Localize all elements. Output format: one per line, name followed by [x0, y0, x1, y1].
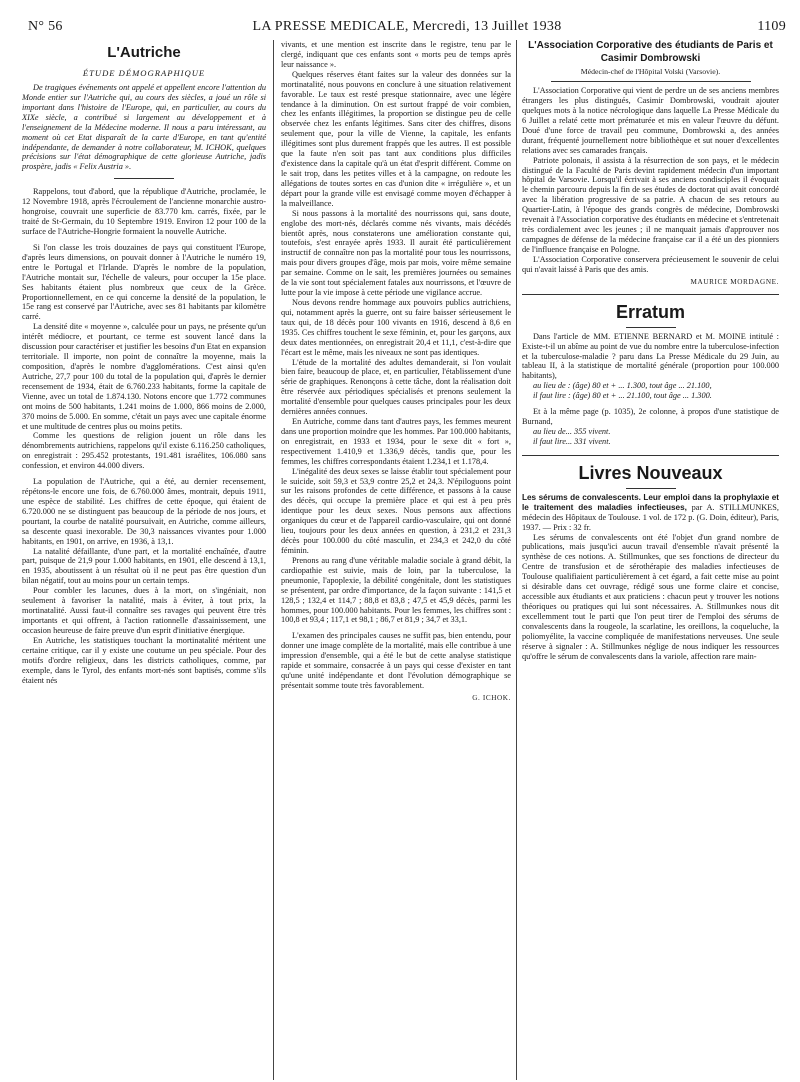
paragraph: En Autriche, les statistiques touchant la mortinatalité méritent une certaine critique, car il y existe une coutume un peu spéciale. Pour des motifs d'ordre religieux, dans les districts catholiques, comme, par exemple, dans le Tyrol, des enfants mort-nés sont baptisés, comme s'ils étaient nés [22, 635, 266, 685]
book-title: Les sérums de convalescents. Leur emploi dans la prophylaxie et le traitement des maladies infectieuses, [522, 492, 779, 512]
paragraph: Nous devons rendre hommage aux pouvoirs publics autrichiens, qui, notamment après la guerre, ont su faire baisser sérieusement le taux qui, de 18 décès pour 100 vivants en 1916, descend à 8,6 en 1935. Ces chiffres touchent le sexe féminin, et, pour les garçons, aux deux dates mentionnées, on enregistrait 20,4 et 11,1, c'est-à-dire que l'écart est le même, mais les niveaux ne sont pas identiques. [281, 297, 511, 357]
paragraph: Comme les questions de religion jouent un rôle dans les dénombrements autrichiens, rappelons qu'il existe 6.116.250 catholiques, on enregistrait : 295.452 protestants, 191.481 israélites, 106.080 sans confession, et environ 44.000 divers. [22, 431, 266, 471]
association-signature: MAURICE MORDAGNE. [690, 277, 779, 286]
page-number: N° 56 [28, 19, 63, 34]
article-subtitle: ÉTUDE DÉMOGRAPHIQUE [82, 68, 206, 78]
divider [626, 327, 676, 328]
association-title: L'Association Corporative des étudiants de Paris et Casimir Dombrowski [528, 40, 773, 64]
paragraph: L'examen des principales causes ne suffit pas, bien entendu, pour donner une image complète de la mortalité, mais elle contribue à une impression d'ensemble, qui a été le but de cette analyse statistique rapide et sommaire, consacrée à un pays qui cesse d'exister en tant qu'une unité indépendante et dont l'évolution démographique se présentait somme toute très favorablement. [281, 631, 511, 690]
paragraph: L'Association Corporative conservera précieusement le souvenir de celui qui n'avait laissé à Paris que des amis. [522, 254, 779, 274]
paragraph: L'Association Corporative qui vient de perdre un de ses anciens membres étrangers les plus distingués, Casimir Dombrowski, voudrait ajouter quelques mots à la notice nécrologique dans laquelle La Presse Médicale du 6 Juillet a relaté cette mort prématurée et mis en valeur l'œuvre du défunt. Doué d'une force de travail peu commune, Dombrowski a, des années durant, fréquenté journellement notre bibliothèque et sut nouer d'excellentes relations avec ses camarades français. [522, 86, 779, 155]
paragraph: La natalité défaillante, d'une part, et la mortalité enchaînée, d'autre part, puisque de 21,9 pour 1.000 habitants, en 1901, elle descend à 13,1, en 1935, aboutissent à un résultat où il ne peut pas être question d'un bilan négatif, tout au moins pour un certain temps. [22, 546, 266, 586]
livres-title: Livres Nouveaux [578, 462, 723, 483]
page-number-right: 1109 [757, 19, 786, 34]
erratum-line: il faut lire : (âge) 80 et + ... 21.100, tout âge ... 1.300. [533, 391, 712, 401]
column-2 [281, 40, 511, 702]
paragraph: La densité dite « moyenne », calculée pour un pays, ne présente qu'un intérêt médiocre, et pourtant, ce terme est souvent lancé dans la discussion pour caractériser et justifier les besoins d'un Etat en expansion territoriale. Il importe, non point de connaître la moyenne, mais la composition, d'après le nombre d'agglomérations. C'est ainsi qu'en Autriche, 27,7 pour 100 du total de la population qui, d'après le dernier recensement de 1934, était de 6.760.233 habitants, forme la capitale de Vienne, avec un total de 1.874.130. Notons encore que 1.772 communes ont moins de 500 habitants, 1.241 moins de 1.000, 866 moins de 2.000, 370 moins de 5.000. En somme, c'était un pays avec une capitale énorme et une multitude de centres plus ou moins petits. [22, 322, 266, 431]
column-1 [22, 40, 266, 685]
paragraph: Les sérums de convalescents ont été l'objet d'un grand nombre de publications, mais jusqu'ici aucun travail d'ensemble n'avait présenté la synthèse de ces notions. A. Stillmunkes, que ses fonctions de directeur du Centre de transfusion et de sérothérapie des maladies infectieuses de Toulouse qualifiaient particulièrement à cet égard, a fait cette mise au point si désirable dans cet ouvrage, rédigé sous une forme claire et concise, accessible aux étudiants et aux praticiens : chacun peut y trouver les notions théoriques ou pratiques qui lui sont nécessaires. A. Stillmunkes nous dit excellemment tout le parti que l'on peut tirer de l'emploi des sérums de convalescents dans la rougeole, la scarlatine, les oreillons, la coqueluche, la poliomyélite, la vaccine compliquée de manifestations nerveuses. Une seule réserve à signaler : A. Stillmunkes néglige de nous indiquer les ressources qu'offre le sérum de convalescents dans la variole, affection rare main- [522, 532, 779, 661]
paragraph: La population de l'Autriche, qui a été, au dernier recensement, répétons-le encore une fois, de 6.760.000 âmes, montrait, depuis 1911, une espèce de stabilité. Les chiffres de cette époque, qui étaient de 6.720.000 ne se distinguent pas beaucoup de la période de nos jours, et pourtant, la courbe de natalité poursuivait, en Autriche, comme ailleurs, sa descente quasi inexorable. De 30,3 naissances vivantes pour 1.000 habitants, en 1901, on arrive, en 1936, à 13,1. [22, 477, 266, 546]
paragraph: En Autriche, comme dans tant d'autres pays, les femmes meurent dans une proportion moindre que les hommes. Par 100.000 habitants, on enregistrait, en 1933 et 1934, pour le sexe dit « fort », respectivement 1.410,9 et 1.336,9 décès, tandis que, pour les femmes, les chiffres correspondants étaient 1.234,1 et 1.178,4. [281, 417, 511, 466]
article-title: L'Autriche [107, 44, 181, 61]
paragraph: Pour combler les lacunes, dues à la mort, on s'ingéniait, non seulement à favoriser la natalité, mais à éviter, à tout prix, la mortinatalité. Aussi faut-il connaître ses ravages qui peuvent être très importants et qui offrent, à l'action rationnelle d'assainissement, une occasion heureuse de faire preuve d'un esprit d'initiative énergique. [22, 586, 266, 635]
paragraph: Si l'on classe les trois douzaines de pays qui constituent l'Europe, d'après leurs dimensions, on pouvait donner à l'Autriche le numéro 19, entre le Portugal et l'Irlande. D'après le nombre de la population, l'Autriche montait sur, l'échelle de valeurs, pour occuper la 15e place. Ses habitants étaient plus nombreux que ceux de la Grèce. Proportionnellement, en ce qui concerne la densité de la population, le 15e rang est conservé par l'Autriche, avec ses 81 habitants par kilomètre carré. [22, 242, 266, 322]
book-entry [522, 493, 779, 533]
paragraph: L'inégalité des deux sexes se laisse établir tout spécialement pour le suicide, soit 59,3 et 53,9 contre 25,2 et 24,3. N'épiloguons point sur les raisons profondes de cette différence, et passons à la cause des décès, qui occupe la première place et qui est à peu près identique pour les deux sexes. Nous pensons aux affections organiques du cœur et de l'appareil cardio-vasculaire, qui ont donné lieu, toujours pour les deux années en question, à 231,2 et 231,3 décès pour 100.000 du côté masculin, et 234,3 et 242,0 du côté féminin. [281, 466, 511, 556]
divider [114, 178, 174, 179]
paragraph: Patriote polonais, il assista à la résurrection de son pays, et le médecin distingué de la Faculté de Paris devint rapidement médecin d'un important hôpital de Varsovie. Lorsqu'il écrivait à ses anciens condisciples il évoquait le chemin parcouru depuis la fin de ses études de doctorat qui avait concordé avec la libération progressive de sa patrie. A chacun de ses retours au Quartier-Latin, à l'époque des grands congrès de médecine, Dombrowski revenait à l'Association corporative des étudiants en médecine et s'entretenait très cordialement avec les jeunes ; il ne manquait jamais d'approuver nos campagnes de défense de la médecine française car il a été un des pionniers de l'influence française en Pologne. [522, 155, 779, 254]
paragraph: Prenons au rang d'une véritable maladie sociale à grand débit, la cardiopathie est suivie, mais de loin, par la tuberculose, la pneumonie, l'apoplexie, la débilité congénitale, dont les statistiques se présentent, par ordre d'importance, de la façon suivante : 141,5 et 128,5 ; 132,4 et 114,7 ; 88,8 et 83,8 ; 47,5 et 45,9 décès, parmi les hommes, pour 100.000 habitants. Pour les femmes, les chiffres sont : 100,8 et 93,4 ; 117,1 et 98,1 ; 86,7 et 81,9 ; 34,7 et 33,1. [281, 555, 511, 625]
paragraph: Rappelons, tout d'abord, que la république d'Autriche, proclamée, le 12 Novembre 1918, après l'écroulement de l'ancienne monarchie austro-hongroise, couvrait une superficie de 83.770 km. carrés, fixée, par le traité de St-Germain, du 10 Septembre 1919. Environ 12 pour 100 de la surface de l'Autriche-Hongrie formaient la nouvelle Autriche. [22, 187, 266, 236]
paragraph: Quelques réserves étant faites sur la valeur des données sur la mortinatalité, nous pouvons en conclure à une situation relativement favorable. Le taux est resté presque stationnaire, avec une légère tendance à la diminution. On est surtout frappé de voir combien, chez les enfants illégitimes, la proportion se distingue peu de celle observée chez les enfants légitimes. Sans citer des chiffres, disons seulement que, pour la ville de Vienne, la capitale, les enfants illégitimes sont plus durement frappés que les autres. Il est possible que la faute n'en soit pas tant aux conditions plus difficiles d'existence dans la capitale qu'à un état d'esprit différent. Comme on le sait trop, dans les petites villes et à la campagne, on redoute les allégations de toutes sortes en cas d'union dite « irrégulière », et un départ pour la grande ville est envisagé comme moyen d'échapper à la malveillance. [281, 69, 511, 208]
article-intro [22, 83, 266, 172]
erratum-line: au lieu de... 355 vivent. [533, 427, 611, 436]
divider [626, 488, 676, 489]
paragraph: Dans l'article de MM. ETIENNE BERNARD et M. MOINE intitulé : Existe-t-il un abîme au point de vue du nombre entre la tuberculose-infection et la tuberculose-maladie ? paru dans La Presse Médicale du 29 Juin, au tableau II, à la statistique de mortalité générale (proportion pour 100.000 habitants), [522, 331, 779, 381]
erratum-line: au lieu de : (âge) 80 et + ... 1.300, tout âge ... 21.100, [533, 381, 712, 391]
section-divider [522, 455, 779, 456]
paragraph: Et à la même page (p. 1035), 2e colonne, à propos d'une statistique de Burnand, [522, 407, 779, 427]
erratum-line: il faut lire... 331 vivent. [533, 436, 611, 446]
book-details: par A. STILLMUNKES, médecin des Hôpitaux de Toulouse. 1 vol. de 172 p. (G. Doin, éditeur), Paris, 1937. — Prix : 32 fr. [522, 502, 779, 532]
paragraph: L'étude de la mortalité des adultes demanderait, si l'on voulait bien faire, beaucoup de place, et, en particulier, l'établissement d'une série de graphiques. Renonçons à cette tâche, dont la réalisation doit être réservée aux périodiques spécialisés et prenons seulement la mortalité d'ensemble pour quelques causes principales pour les deux dernières années connues. [281, 357, 511, 417]
column-divider-2 [516, 40, 517, 1080]
section-divider [522, 294, 779, 295]
column-divider-1 [273, 40, 274, 1080]
paragraph: vivants, et une mention est inscrite dans le registre, tenu par le clergé, indiquant que ces enfants sont « morts peu de temps après leur naissance ». [281, 40, 511, 69]
erratum-title: Erratum [615, 301, 686, 322]
journal-title: LA PRESSE MEDICALE, Mercredi, 13 Juillet 1938 [252, 19, 562, 34]
page-header [28, 19, 786, 35]
association-subtitle: Médecin-chef de l'Hôpital Volski (Varsovie). [580, 67, 721, 77]
divider [551, 81, 751, 82]
paragraph: Si nous passons à la mortalité des nourrissons qui, sans doute, englobe des mort-nés, déclarés comme nés vivants, mais décédés bientôt après, nous constaterons une amélioration constante qui, toutefois, s'est enrayée après 1933. Il aurait été particulièrement instructif de connaître non pas la mortalité pour tous les nourrissons, mais pour divers groupes d'âge, mois par mois, voire même semaine par semaine. Comme on le sait, les premières journées ou semaines de la vie sont tout spécialement fatales aux nourrissons, et l'œuvre de lutte pour la vie impose à cette période une vigilance accrue. [281, 208, 511, 298]
column-3 [522, 40, 779, 662]
article-signature: G. ICHOK. [472, 693, 511, 702]
intro-paragraph: De tragiques événements ont appelé et appellent encore l'attention du Monde entier sur l'Autriche qui, au cours des siècles, a joué un rôle si important dans l'histoire de l'Europe, qui, en particulier, au cours du XIXe siècle, a contribué si largement au développement et à l'enseignement de la Médecine moderne. Il nous a paru intéressant, au moment où cet Etat disparaît de la carte d'Europe, en tant qu'entité indépendante, de demander à notre collaborateur, M. ICHOK, quelques précisions sur l'état démographique de cette glorieuse Autriche, jadis prospère, jadis « Felix Austria ». [22, 83, 266, 172]
